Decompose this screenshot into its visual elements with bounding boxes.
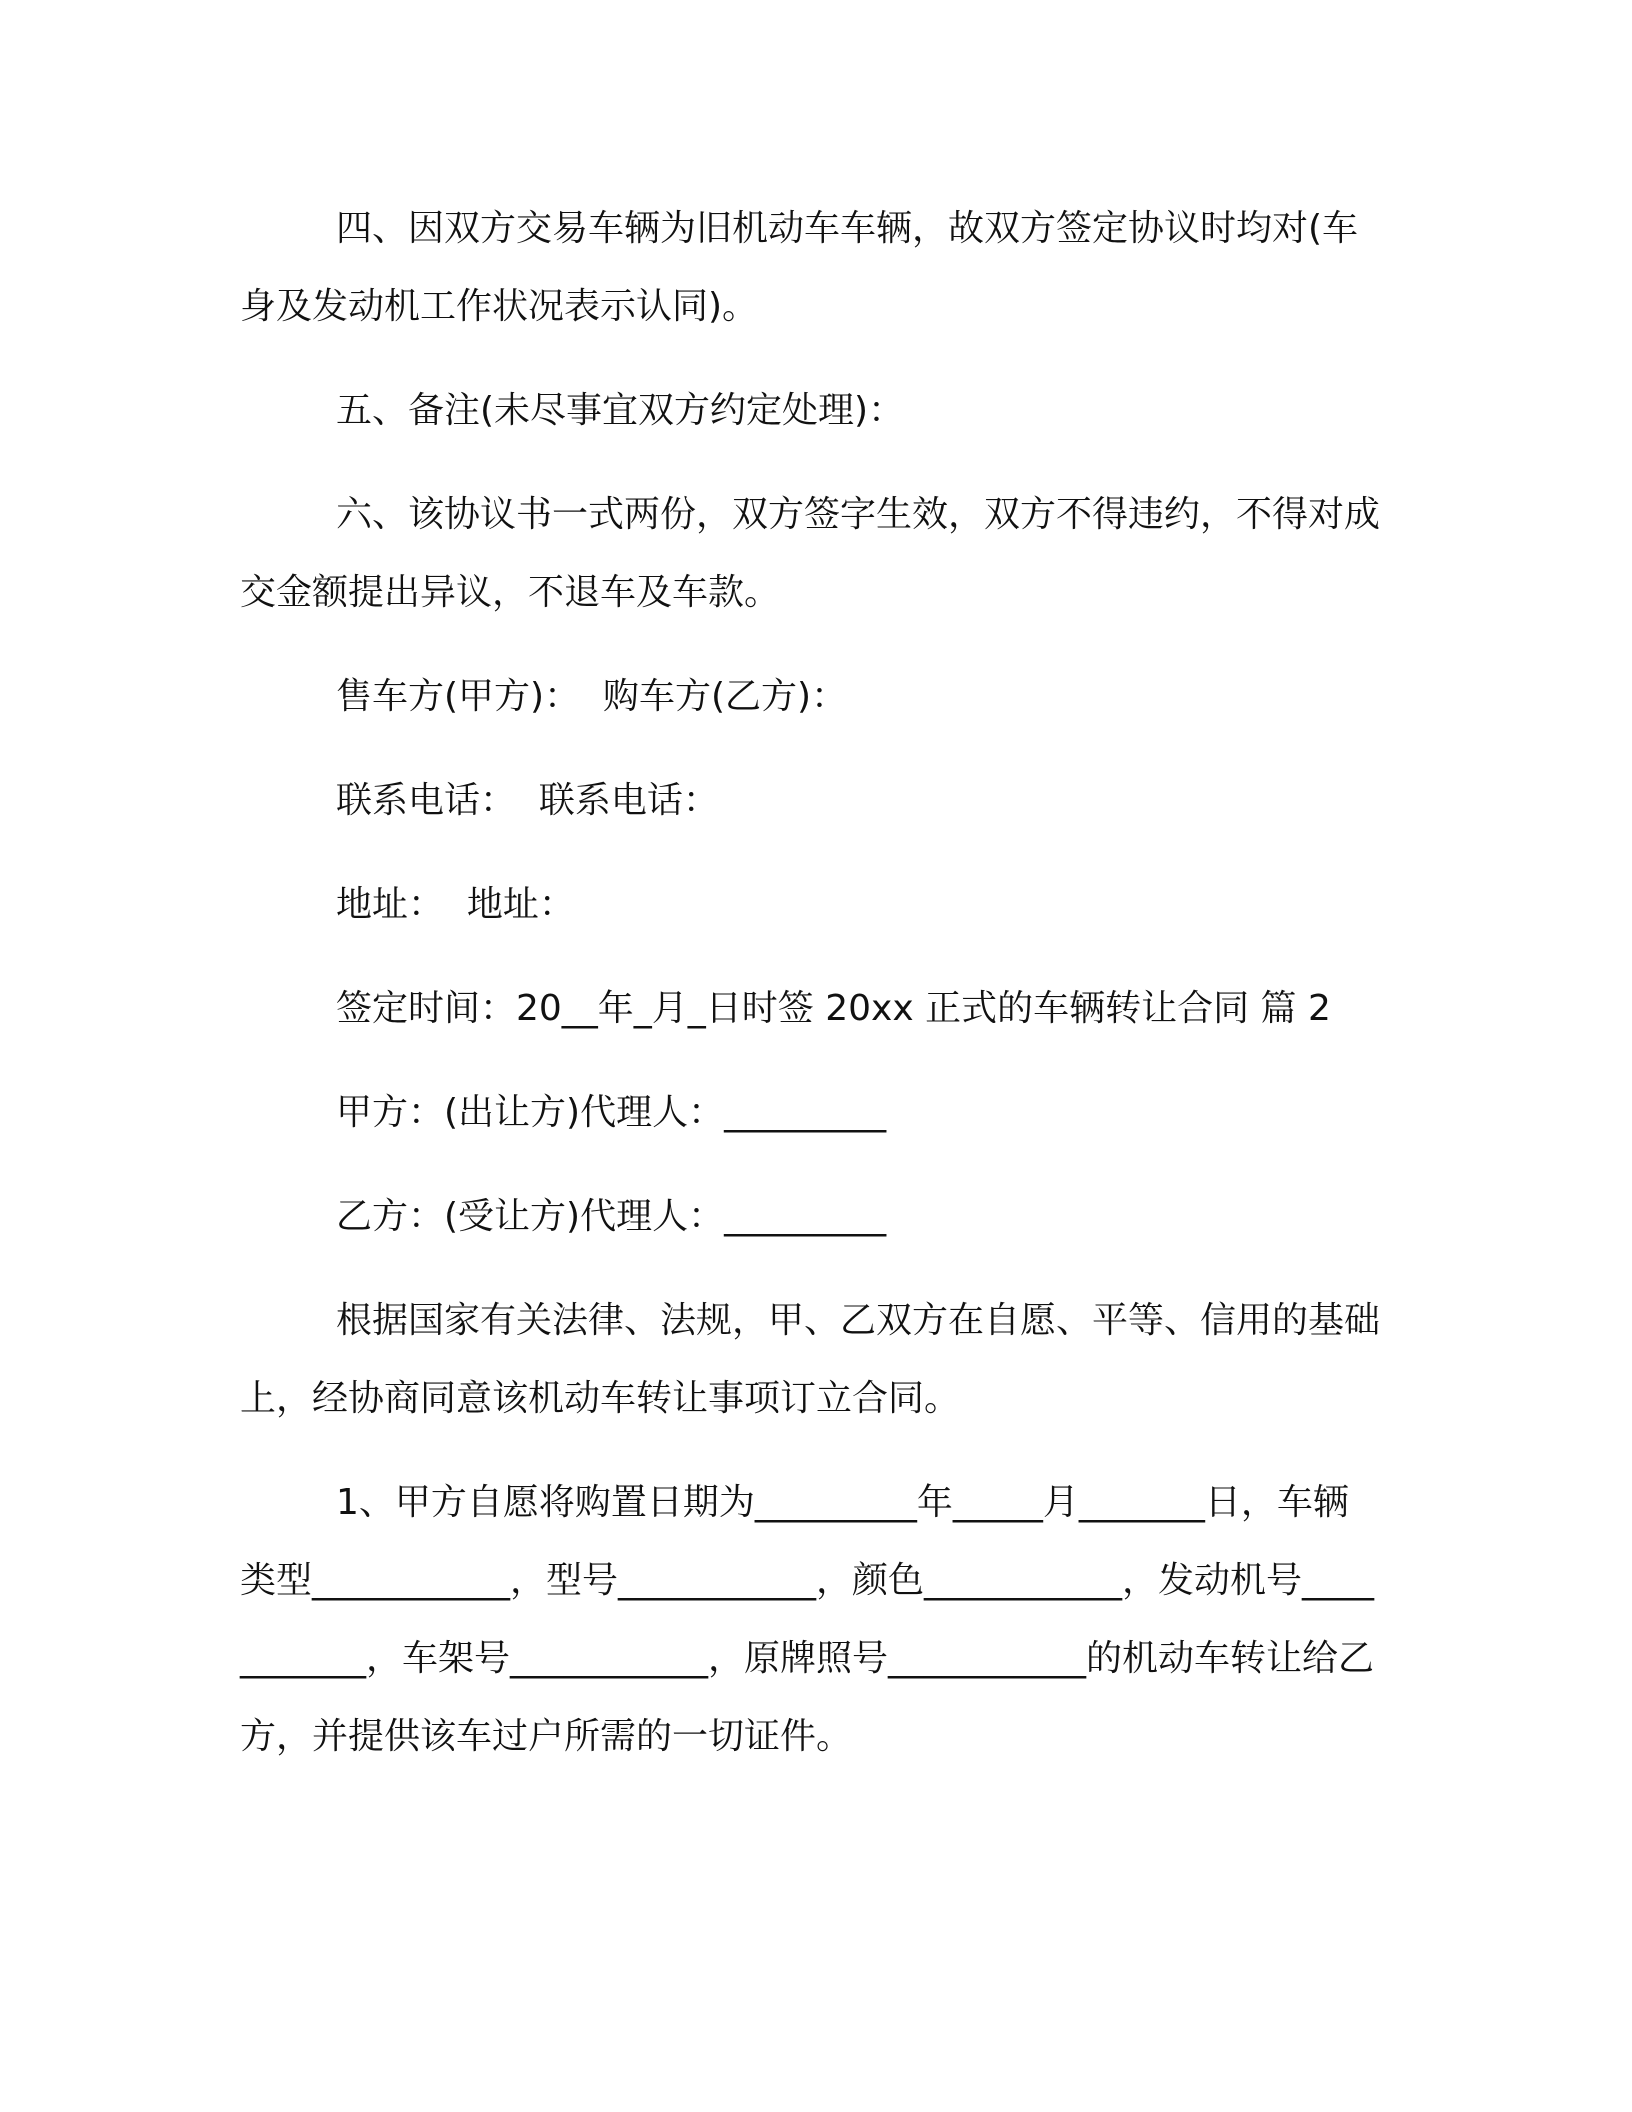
- party-b-line: 乙方：(受让方)代理人：_________: [336, 1196, 887, 1237]
- sign-time-line: 签定时间：20__年_月_日时签 20xx 正式的车辆转让合同 篇 2: [336, 988, 1331, 1029]
- address-line: 地址： 地址：: [336, 884, 575, 925]
- clause-six: 六、该协议书一式两份，双方签字生效，双方不得违约，不得对成交金额提出异议，不退车及车款。: [240, 494, 1381, 613]
- phone-line: 联系电话： 联系电话：: [336, 780, 719, 821]
- contract-basis: 根据国家有关法律、法规，甲、乙双方在自愿、平等、信用的基础上，经协商同意该机动车转让事项订立合同。: [240, 1300, 1381, 1419]
- document-body: [240, 190, 1380, 1802]
- party-a-line: 甲方：(出让方)代理人：_________: [336, 1092, 887, 1133]
- seller-buyer-line: 售车方(甲方)： 购车方(乙方)：: [336, 676, 848, 717]
- clause-four: 四、因双方交易车辆为旧机动车车辆，故双方签定协议时均对(车身及发动机工作状况表示认同)。: [240, 208, 1359, 327]
- clause-one: 1、甲方自愿将购置日期为_________年_____月_______日，车辆类型___________，型号___________，颜色___________，发动机号___________，车架号___________，原牌照号___________的机动车转让给乙方，并提供该车过户所需的一切证件。: [240, 1482, 1375, 1757]
- clause-five: 五、备注(未尽事宜双方约定处理)：: [336, 390, 905, 431]
